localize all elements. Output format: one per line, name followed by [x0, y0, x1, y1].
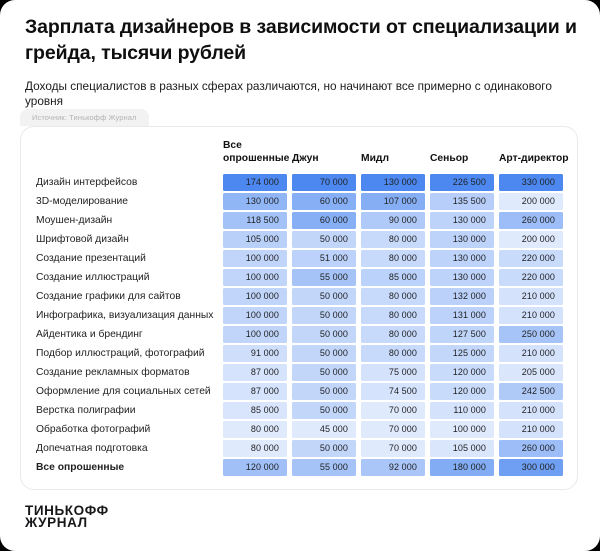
salary-cell: 80 000 [361, 345, 425, 362]
salary-cell: 130 000 [430, 231, 494, 248]
salary-cell: 127 500 [430, 326, 494, 343]
salary-cell: 131 000 [430, 307, 494, 324]
salary-cell: 50 000 [292, 364, 356, 381]
salary-cell: 55 000 [292, 269, 356, 286]
row-label: Айдентика и брендинг [36, 328, 143, 340]
salary-cell: 100 000 [223, 288, 287, 305]
salary-cell: 130 000 [223, 193, 287, 210]
salary-cell: 50 000 [292, 345, 356, 362]
column-header-1: Все опрошенные [223, 140, 290, 164]
salary-cell: 92 000 [361, 459, 425, 476]
salary-cell: 105 000 [430, 440, 494, 457]
salary-cell: 125 000 [430, 345, 494, 362]
salary-cell: 100 000 [430, 421, 494, 438]
salary-heatmap-table [36, 140, 569, 476]
salary-cell: 226 500 [430, 174, 494, 191]
salary-cell: 205 000 [499, 364, 563, 381]
salary-cell: 210 000 [499, 421, 563, 438]
salary-cell: 45 000 [292, 421, 356, 438]
salary-cell: 130 000 [430, 250, 494, 267]
salary-cell: 50 000 [292, 402, 356, 419]
salary-cell: 80 000 [361, 288, 425, 305]
salary-cell: 210 000 [499, 402, 563, 419]
salary-cell: 130 000 [361, 174, 425, 191]
salary-cell: 70 000 [361, 402, 425, 419]
logo-line-1: ТИНЬКОФФ [25, 503, 109, 518]
salary-cell: 242 500 [499, 383, 563, 400]
row-label: Создание иллюстраций [36, 271, 150, 283]
salary-cell: 180 000 [430, 459, 494, 476]
salary-cell: 91 000 [223, 345, 287, 362]
salary-cell: 220 000 [499, 250, 563, 267]
salary-cell: 51 000 [292, 250, 356, 267]
source-tab: Источник: Тинькофф Журнал [20, 109, 149, 126]
salary-cell: 100 000 [223, 269, 287, 286]
salary-cell: 210 000 [499, 307, 563, 324]
row-label: Создание презентаций [36, 252, 146, 264]
salary-cell: 80 000 [361, 231, 425, 248]
salary-cell: 80 000 [361, 326, 425, 343]
row-label: 3D-моделирование [36, 195, 129, 207]
salary-cell: 174 000 [223, 174, 287, 191]
salary-cell: 87 000 [223, 364, 287, 381]
salary-cell: 130 000 [430, 212, 494, 229]
row-label: Допечатная подготовка [36, 442, 148, 454]
salary-cell: 118 500 [223, 212, 287, 229]
salary-cell: 200 000 [499, 193, 563, 210]
row-label: Моушен-дизайн [36, 214, 113, 226]
row-label: Все опрошенные [36, 461, 125, 473]
row-label: Создание графики для сайтов [36, 290, 181, 302]
salary-cell: 250 000 [499, 326, 563, 343]
salary-cell: 260 000 [499, 440, 563, 457]
salary-cell: 105 000 [223, 231, 287, 248]
salary-cell: 74 500 [361, 383, 425, 400]
salary-cell: 100 000 [223, 307, 287, 324]
salary-cell: 50 000 [292, 307, 356, 324]
row-label: Подбор иллюстраций, фотографий [36, 347, 205, 359]
salary-cell: 300 000 [499, 459, 563, 476]
row-label: Обработка фотографий [36, 423, 151, 435]
salary-cell: 70 000 [292, 174, 356, 191]
row-label: Шрифтовой дизайн [36, 233, 129, 245]
row-label: Дизайн интерфейсов [36, 176, 138, 188]
salary-cell: 50 000 [292, 383, 356, 400]
salary-cell: 85 000 [361, 269, 425, 286]
salary-cell: 50 000 [292, 440, 356, 457]
salary-cell: 210 000 [499, 345, 563, 362]
salary-cell: 80 000 [361, 307, 425, 324]
salary-cell: 80 000 [361, 250, 425, 267]
row-label: Верстка полиграфии [36, 404, 136, 416]
salary-cell: 60 000 [292, 212, 356, 229]
salary-cell: 120 000 [430, 383, 494, 400]
salary-table-card [20, 126, 578, 490]
page-title: Зарплата дизайнеров в зависимости от специализации и грейда, тысячи рублей [25, 16, 577, 65]
salary-cell: 60 000 [292, 193, 356, 210]
salary-cell: 80 000 [223, 440, 287, 457]
salary-cell: 50 000 [292, 326, 356, 343]
salary-cell: 55 000 [292, 459, 356, 476]
row-label: Оформление для социальных сетей [36, 385, 211, 397]
page-subtitle: Доходы специалистов в разных сферах различаются, но начинают все примерно с одинакового уровня [25, 79, 552, 108]
salary-cell: 50 000 [292, 288, 356, 305]
salary-cell: 107 000 [361, 193, 425, 210]
logo-line-2: ЖУРНАЛ [25, 515, 88, 531]
salary-cell: 87 000 [223, 383, 287, 400]
salary-cell: 120 000 [223, 459, 287, 476]
salary-cell: 70 000 [361, 440, 425, 457]
column-header-2: Джун [292, 152, 319, 164]
salary-cell: 50 000 [292, 231, 356, 248]
salary-cell: 210 000 [499, 288, 563, 305]
salary-cell: 100 000 [223, 326, 287, 343]
salary-cell: 132 000 [430, 288, 494, 305]
salary-cell: 80 000 [223, 421, 287, 438]
salary-cell: 70 000 [361, 421, 425, 438]
salary-cell: 330 000 [499, 174, 563, 191]
salary-cell: 130 000 [430, 269, 494, 286]
salary-cell: 85 000 [223, 402, 287, 419]
tinkoff-journal-logo [25, 505, 109, 530]
column-header-5: Арт-директор [499, 152, 569, 164]
column-header-3: Мидл [361, 152, 389, 164]
salary-cell: 135 500 [430, 193, 494, 210]
salary-cell: 110 000 [430, 402, 494, 419]
salary-cell: 120 000 [430, 364, 494, 381]
column-header-4: Сеньор [430, 152, 469, 164]
salary-cell: 260 000 [499, 212, 563, 229]
salary-cell: 90 000 [361, 212, 425, 229]
salary-cell: 75 000 [361, 364, 425, 381]
salary-cell: 200 000 [499, 231, 563, 248]
salary-cell: 220 000 [499, 269, 563, 286]
salary-cell: 100 000 [223, 250, 287, 267]
row-label: Инфографика, визуализация данных [36, 309, 214, 321]
row-label: Создание рекламных форматов [36, 366, 190, 378]
